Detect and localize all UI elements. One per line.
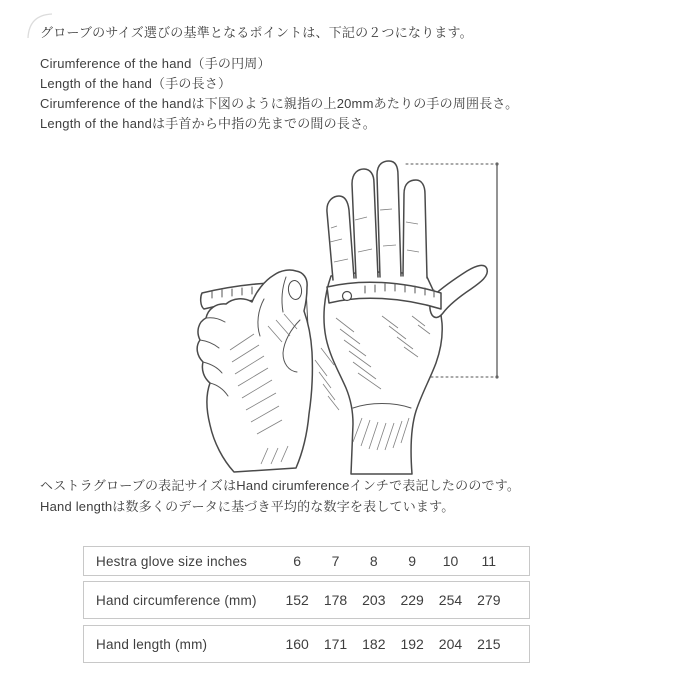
length-point-line: Length of the hand（手の長さ） <box>40 76 232 91</box>
length-cell: 215 <box>477 636 501 652</box>
circumference-cell: 152 <box>285 592 309 608</box>
length-cell: 204 <box>438 636 463 652</box>
row-label-length: Hand length (mm) <box>96 636 208 652</box>
circumference-desc-line: Cirumference of the handは下図のように親指の上20mmあたりの手の周囲長さ。 <box>40 96 519 111</box>
size-table-row-circumference <box>83 581 530 619</box>
measure-cap-bottom <box>495 375 498 378</box>
size-cell: 9 <box>408 553 417 569</box>
size-table <box>83 546 530 663</box>
size-cell: 7 <box>331 553 340 569</box>
size-cell: 10 <box>442 553 459 569</box>
length-cell: 182 <box>362 636 386 652</box>
size-cell: 6 <box>293 553 302 569</box>
row-values-circumference <box>278 592 508 608</box>
row-values-sizes <box>278 553 508 569</box>
middle-finger <box>377 161 401 277</box>
index-finger <box>403 180 427 278</box>
length-cell: 192 <box>400 636 424 652</box>
ring-finger <box>352 169 378 278</box>
circumference-cell: 279 <box>477 592 501 608</box>
circumference-cell: 178 <box>323 592 348 608</box>
size-cell: 11 <box>481 553 497 569</box>
pinky-finger <box>327 196 354 280</box>
measure-cap-top <box>495 162 498 165</box>
row-label-sizes: Hestra glove size inches <box>96 553 248 569</box>
thumb <box>430 265 487 317</box>
length-desc-line: Length of the handは手首から中指の先までの間の長さ。 <box>40 116 376 131</box>
hand-length-note-line: Hand lengthは数多くのデータに基づき平均的な数字を表しています。 <box>40 499 455 514</box>
hand-illustration-svg <box>150 150 550 480</box>
row-values-length <box>278 636 508 652</box>
row-label-circumference: Hand circumference (mm) <box>96 592 257 608</box>
hestra-size-note-line: ヘストラグローブの表記サイズはHand cirumferenceインチで表記したののです。 <box>40 478 521 493</box>
size-table-row-length <box>83 625 530 663</box>
size-table-row-sizes <box>83 546 530 576</box>
tape-ring <box>343 292 352 301</box>
measured-hand <box>315 161 487 474</box>
length-cell: 160 <box>285 636 309 652</box>
circumference-cell: 203 <box>362 592 386 608</box>
length-cell: 171 <box>323 636 348 652</box>
hand-measurement-illustration <box>150 150 550 480</box>
size-cell: 8 <box>369 553 378 569</box>
intro-heading: グローブのサイズ選びの基準となるポイントは、下記の２つになります。 <box>40 25 473 40</box>
circumference-point-line: Cirumference of the hand（手の円周） <box>40 56 271 71</box>
size-notes <box>40 475 520 517</box>
circumference-cell: 254 <box>438 592 463 608</box>
measurement-points <box>40 54 518 134</box>
circumference-cell: 229 <box>400 592 424 608</box>
